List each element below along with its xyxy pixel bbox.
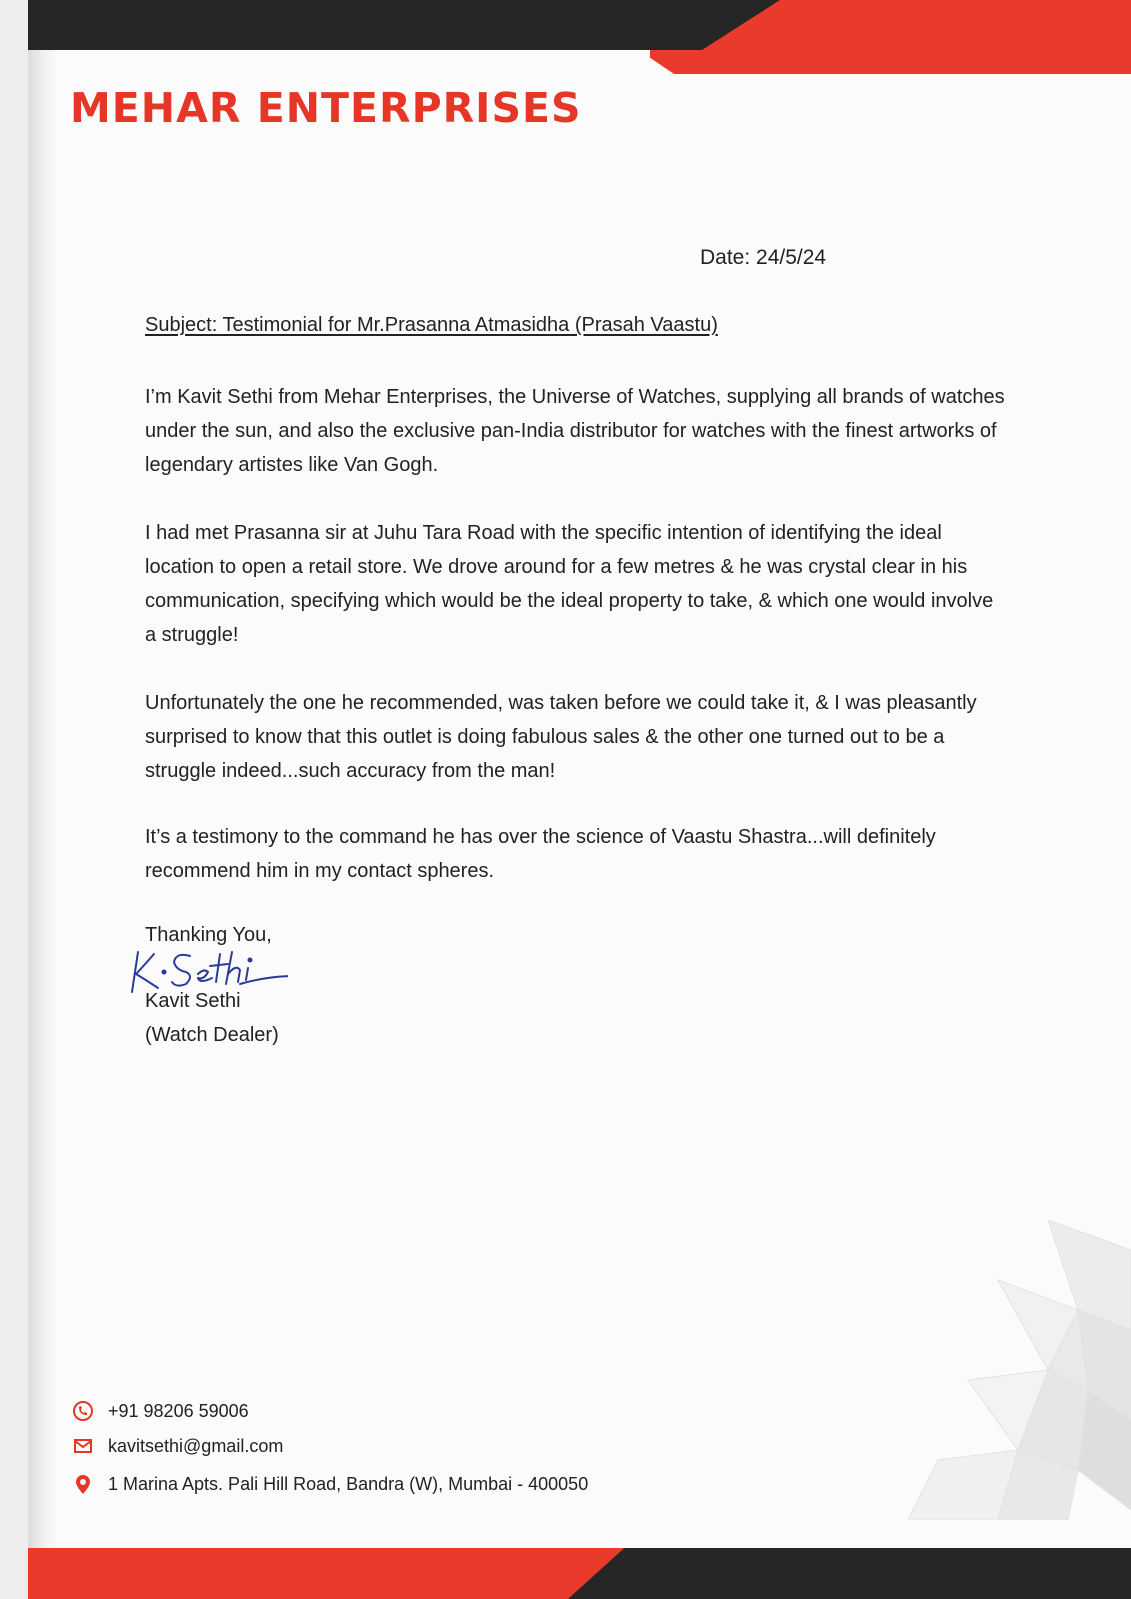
paragraph-1: I’m Kavit Sethi from Mehar Enterprises, the Universe of Watches, supplying all brands of watches under the sun, and also the exclusive pan-India distributor for watches with the finest artworks of legendary artistes like Van Gogh.	[145, 386, 1005, 476]
paragraph-2: I had met Prasanna sir at Juhu Tara Road with the specific intention of identifying the ideal location to open a retail store. We drove around for a few metres & he was crystal clear in his communication, specifying which would be the ideal property to take, & which one would involve a struggle!	[145, 522, 994, 646]
letter-subject: Subject: Testimonial for Mr.Prasanna Atmasidha (Prasah Vaastu)	[145, 314, 718, 336]
company-name: MEHAR ENTERPRISES	[70, 84, 582, 132]
contact-phone	[72, 1400, 249, 1422]
mail-icon	[72, 1435, 94, 1457]
contact-address	[72, 1473, 588, 1495]
letter-page	[28, 0, 1131, 1599]
contact-email	[72, 1435, 283, 1457]
letter-date: Date: 24/5/24	[700, 246, 827, 269]
phone-icon	[72, 1400, 94, 1422]
paragraph-3: Unfortunately the one he recommended, was taken before we could take it, & I was pleasantly surprised to know that this outlet is doing fabulous sales & the other one turned out to be a struggle indeed...such accuracy from the man!	[145, 692, 977, 782]
phone-number: +91 98206 59006	[108, 1400, 249, 1421]
postal-address: 1 Marina Apts. Pali Hill Road, Bandra (W), Mumbai - 400050	[108, 1473, 589, 1494]
closing-line: Thanking You,	[145, 924, 272, 946]
footer-red-band	[28, 1548, 628, 1599]
email-address: kavitsethi@gmail.com	[108, 1435, 284, 1456]
paragraph-4: It’s a testimony to the command he has over the science of Vaastu Shastra...will definitely recommend him in my contact spheres.	[145, 826, 936, 882]
signatory-name: Kavit Sethi	[145, 990, 241, 1012]
decorative-polygons	[848, 1220, 1131, 1520]
paper-edge-shadow	[28, 0, 58, 1599]
footer-dark-band	[568, 1548, 1131, 1599]
location-pin-icon	[72, 1473, 94, 1495]
signatory-role: (Watch Dealer)	[145, 1024, 279, 1046]
